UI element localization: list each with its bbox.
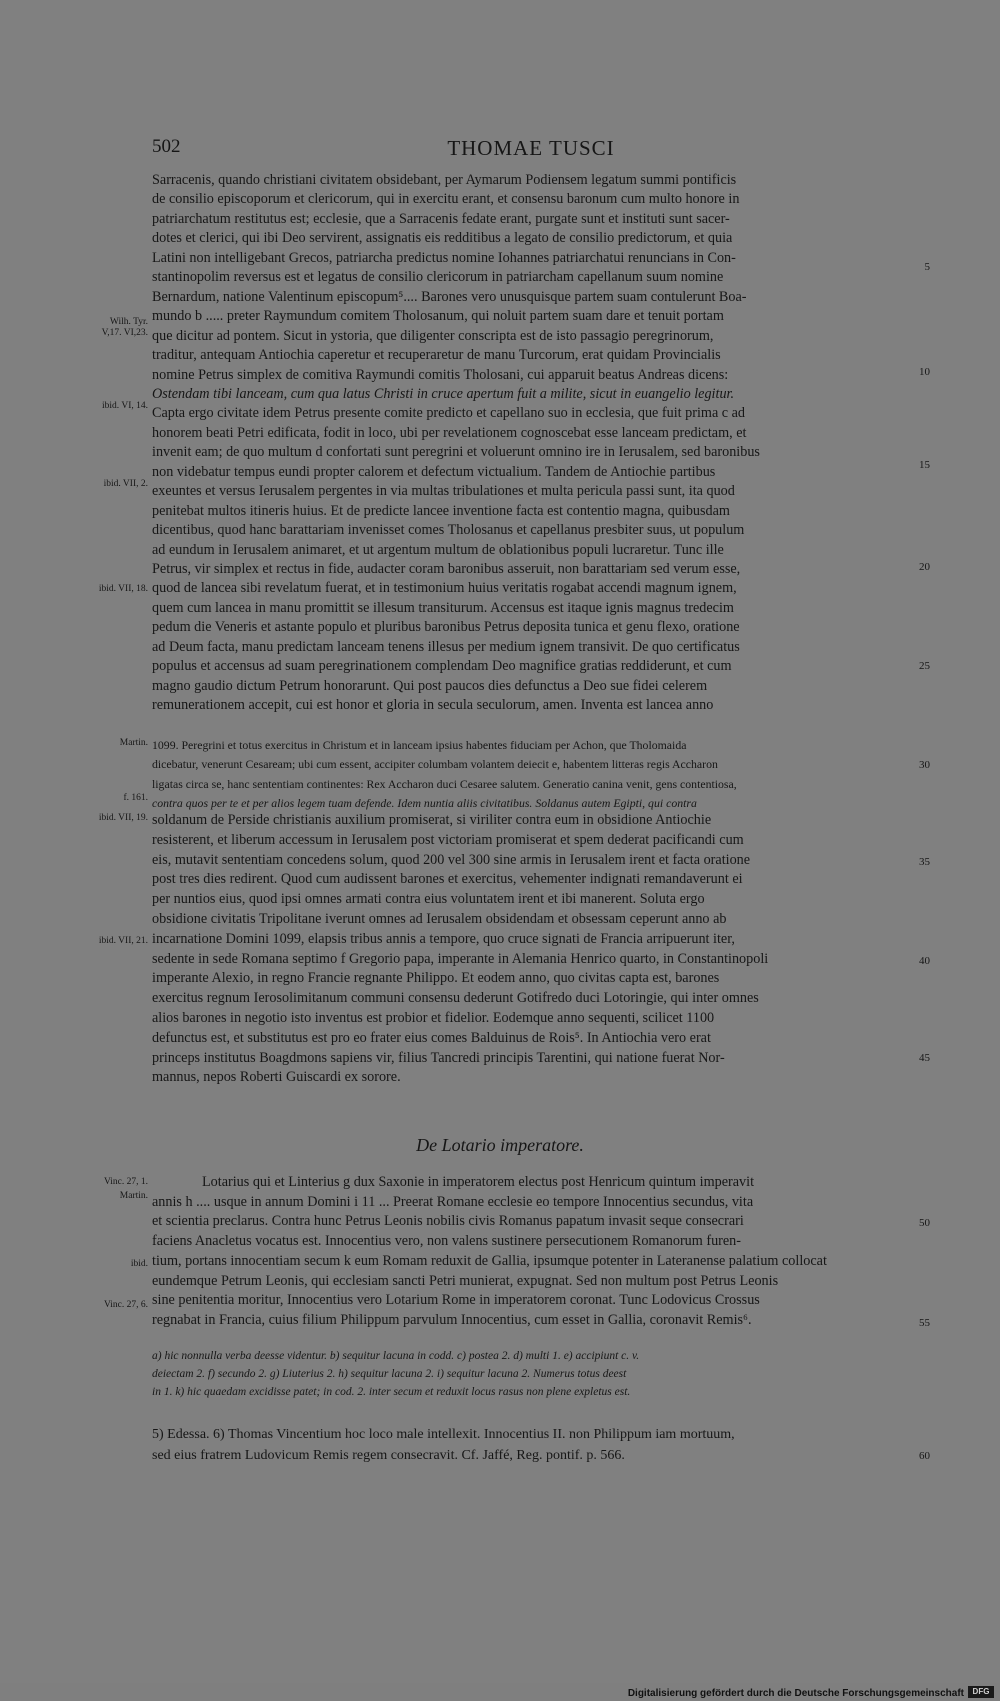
line-number: 25 [919, 660, 930, 672]
text-line: que dicitur ad pontem. Sicut in ystoria, que diligenter conscripta est de isto passagio peregrinorum, [152, 327, 714, 344]
line-number: 10 [919, 366, 930, 378]
text-line: nomine Petrus simplex de comitiva Raymundi comitis Tholosani, cui apparuit beatus Andreas dicens: [152, 366, 729, 383]
section-line: sine penitentia moritur, Innocentius vero Lotarium Rome in imperatorem coronat. Tunc Lodovicus Crossus [152, 1292, 760, 1309]
text-line: sedente in sede Romana septimo f Gregorio papa, imperante in Alemania Henrico quarto, in Constantinopoli [152, 950, 769, 967]
text-line: honorem beati Petri edificata, fodit in loco, ubi per revelationem cognoscebat esse lanceam predictam, et [152, 424, 747, 441]
text-line: magno gaudio dictum Petrum honorarunt. Qui post paucos dies defunctus a Deo sue fidei celerem [152, 677, 708, 694]
section-line: eundemque Petrum Leonis, qui ecclesiam sancti Petri munierat, expugnat. Sed non multum post Petrus Leonis [152, 1272, 779, 1289]
text-line: stantinopolim reversus est et legatus de consilio clericorum in patriarcham capellanum suum nomine [152, 269, 724, 286]
line-number: 5 [924, 261, 930, 273]
section-line: regnabat in Francia, cuius filium Philippum parvulum Innocentius, cum esset in Gallia, coronavit Remis⁶. [152, 1311, 752, 1328]
line-number: 35 [919, 856, 930, 868]
endnote-line: sed eius fratrem Ludovicum Remis regem consecravit. Cf. Jaffé, Reg. pontif. p. 566. [152, 1448, 625, 1463]
funding-credit: Digitalisierung gefördert durch die Deutsche Forschungsgemeinschaft [627, 1688, 964, 1699]
text-line: alios barones in negotio isto inventus est probior et fidelior. Eodemque anno sequenti, scilicet 1100 [152, 1010, 715, 1026]
text-line: patriarchatum restitutus est; ecclesie, que a Sarracenis fedate erant, purgate sunt et instituti sunt sacer- [152, 210, 730, 227]
dfg-logo: DFG [968, 1686, 994, 1698]
line-number: 45 [919, 1052, 930, 1064]
text-line: quod de lancea sibi revelatum fuerat, et in testimonium huius veritatis rogabat accendi magnum ignem, [152, 580, 737, 597]
text-line: non videbatur tempus eundi propter calorem et defectum victualium. Tandem de Antiochie partibus [152, 463, 716, 480]
margin-note: ibid. VI, 14. [101, 401, 148, 411]
text-line: invenit eam; de quo multum d confortati sunt peregrini et voluerunt omnino ire in Ierusalem, sed baronibus [152, 444, 760, 461]
margin-note: Martin. [119, 1191, 148, 1201]
text-line: imperante Alexio, in regno Francie regnante Philippo. Et eodem anno, quo civitas capta est, barones [152, 970, 720, 987]
page-header [152, 136, 910, 168]
line-number: 15 [919, 459, 930, 471]
text-line: traditur, antequam Antiochia caperetur et recuperaretur de manu Turcorum, erat quidam Provincialis [152, 347, 721, 364]
text-line: de consilio episcoporum et clericorum, qui in exercitu erant, et consensu baronum cum multo honore in [152, 191, 740, 208]
running-title: THOMAE TUSCI [447, 136, 615, 160]
text-line: eis, mutavit sententiam concedens solum, quod 200 vel 300 sine armis in Ierusalem irent et facta oratione [152, 851, 751, 868]
text-line: princeps institutus Boagdmons sapiens vir, filius Tancredi principis Tarentini, qui natione fuerat Nor- [152, 1049, 725, 1066]
text-line: penitebat multos itineris huius. Et de predicte lancee inventione facta est contentio magna, quibusdam [152, 502, 730, 519]
text-line: defunctus est, et substitutus est pro eo frater eius comes Balduinus de Rois⁵. In Antiochia vero erat [152, 1029, 711, 1046]
text-line: Ostendam tibi lanceam, cum qua latus Christi in cruce apertum fuit a milite, sicut in euangelio legitur. [152, 385, 735, 402]
text-line: dicentibus, quod hanc barattariam invenisset comes Tholosanus et capellanus presbiter suus, ut populum [152, 522, 745, 539]
margin-note: ibid. VII, 18. [98, 584, 148, 594]
text-line: populus et accensus ad suam peregrinationem complendam Deo magnifice gratias reddiderunt, et cum [152, 658, 732, 675]
text-line: per nuntios eius, quod ipsi omnes armati contra eius voluntatem irent et ibi manerent. Soluta ergo [152, 891, 705, 908]
footer-bar [0, 1683, 1000, 1701]
text-line: Petrus, vir simplex et rectus in fide, audacter coram baronibus asseruit, non barattariam sed verum esse, [152, 561, 741, 577]
section-line: faciens Anacletus vocatus est. Innocentius vero, non valens sustinere persecutionem Romanorum furen- [152, 1233, 742, 1250]
section-line: tium, portans innocentiam secum k eum Romam reduxit de Gallia, ipsumque potenter in Lateranense palatium collocat [152, 1252, 827, 1269]
section-line: et scientia preclarus. Contra hunc Petrus Leonis nobilis civis Romanus papatum invasit seque consecrari [152, 1213, 744, 1230]
margin-note: ibid. VII, 2. [103, 479, 148, 489]
text-line: exeuntes et versus Ierusalem pergentes in via multas tribulationes et multa pericula passi sunt, ita quod [152, 483, 735, 500]
line-number: 55 [919, 1317, 930, 1329]
text-line: post tres dies redirent. Quod cum audissent barones et exercitus, vehementer indignati remandaverunt ei [152, 871, 743, 888]
margin-note: ibid. VII, 19. [98, 813, 148, 823]
margin-note: ibid. [130, 1259, 148, 1269]
margin-note: Vinc. 27, 6. [103, 1300, 148, 1310]
text-line: mundo b ..... preter Raymundum comitem Tholosanum, qui noluit partem suam dare et tenuit portam [152, 308, 724, 325]
margin-note: Wilh. Tyr. [109, 317, 148, 327]
text-line: dotes et clerici, qui ibi Deo servirent, assignatis eis redditibus a legato de consilio predictorum, et quia [152, 230, 733, 247]
section-line: annis h .... usque in annum Domini i 11 ... Preerat Romane ecclesie eo tempore Innocentius secundus, vita [152, 1193, 754, 1210]
small-text-line: dicebatur, venerunt Cesaream; ubi cum essent, accipiter columbam volantem deiecit e, habentem litteras regis Accharon [152, 757, 718, 772]
section-title: De Lotario imperatore. [416, 1135, 584, 1155]
footnote-line: a) hic nonnulla verba deesse videntur. b) sequitur lacuna in codd. c) postea 2. d) multi 1. e) accipiunt c. v. [152, 1350, 640, 1362]
text-line: ad Deum facta, manu predictam lanceam tenens illesus per medium ignem transivit. De quo certificatus [152, 638, 740, 655]
text-line: soldanum de Perside christianis auxilium promiserat, si viriliter contra eum in obsidione Antiochie [152, 812, 712, 828]
text-line: Capta ergo civitate idem Petrus presente comite predicto et capellano suo in ecclesia, que fuit prima c ad [152, 405, 746, 422]
line-number: 50 [919, 1217, 930, 1229]
footnote-line: in 1. k) hic quaedam excidisse patet; in cod. 2. inter secum et reduxit locus rasus non plene expletus est. [152, 1386, 631, 1398]
text-line: remunerationem accepit, cui est honor et gloria in secula seculorum, amen. Inventa est lancea anno [152, 697, 714, 714]
text-line: quem cum lancea in manu promittit se illesum transiturum. Accensus est itaque ignis magnus tredecim [152, 599, 734, 616]
footnote-line: deiectam 2. f) secundo 2. g) Liuterius 2. h) sequitur lacuna 2. i) sequitur lacuna 2. Numerus totus deest [152, 1368, 627, 1380]
margin-note: V,17. VI,23. [101, 328, 148, 338]
page-number: 502 [152, 136, 181, 157]
text-line: ad eundum in Ierusalem animaret, et ut argentum multum de oblationibus populi lucraretur. Tunc ille [152, 541, 724, 558]
margin-note: Vinc. 27, 1. [103, 1177, 148, 1187]
section-line: Lotarius qui et Linterius g dux Saxonie in imperatorem electus post Henricum quintum imperavit [202, 1174, 755, 1190]
margin-note: Martin. [119, 738, 148, 748]
endnote-line: 5) Edessa. 6) Thomas Vincentium hoc loco male intellexit. Innocentius II. non Philippum iam mortuum, [152, 1427, 735, 1442]
small-text-line: 1099. Peregrini et totus exercitus in Christum et in lanceam ipsius habentes fiduciam per Achon, que Tholomaida [152, 738, 687, 752]
text-line: pedum die Veneris et astante populo et pluribus baronibus Petrus deposita tunica et genu flexo, oratione [152, 619, 740, 636]
text-line: resisterent, et liberum accessum in Ierusalem post victoriam promiserat et spem dederat pacificandi cum [152, 831, 744, 848]
margin-note: ibid. VII, 21. [98, 936, 148, 946]
text-line: Sarracenis, quando christiani civitatem obsidebant, per Aymarum Podiensem legatum summi pontificis [152, 172, 737, 188]
line-number: 20 [919, 561, 930, 573]
text-line: obsidione civitatis Tripolitane iverunt omnes ad Ierusalem obsidendam et obsessam ceperunt anno ab [152, 911, 727, 927]
text-line: Latini non intelligebant Grecos, patriarcha predictus nomine Iohannes patriarchatui renuncians in Con- [152, 249, 736, 266]
small-text-line: contra quos per te et per alios legem tuam defende. Idem nuntia aliis civitatibus. Soldanus autem Egipti, qui contra [152, 795, 697, 810]
text-line: exercitus regnum Ierosolimitanum communi consensu dederunt Gotifredo duci Lotoringie, qui inter omnes [152, 990, 759, 1007]
text-line: Bernardum, natione Valentinum episcopum⁵.... Barones vero unusquisque partem suam contulerunt Boa- [152, 288, 747, 305]
text-line: incarnatione Domini 1099, elapsis tribus annis a tempore, quo cruce signati de Francia arripuerunt iter, [152, 930, 735, 947]
text-line: mannus, nepos Roberti Guiscardi ex sorore. [152, 1069, 401, 1086]
line-number: 30 [919, 759, 930, 771]
line-number: 40 [919, 955, 930, 967]
small-text-line: ligatas circa se, hanc sententiam continentes: Rex Accharon duci Cesaree salutem. Generatio canina venit, gens contentiosa, [152, 776, 737, 791]
line-number: 60 [919, 1450, 930, 1462]
margin-note: f. 161. [123, 793, 148, 803]
